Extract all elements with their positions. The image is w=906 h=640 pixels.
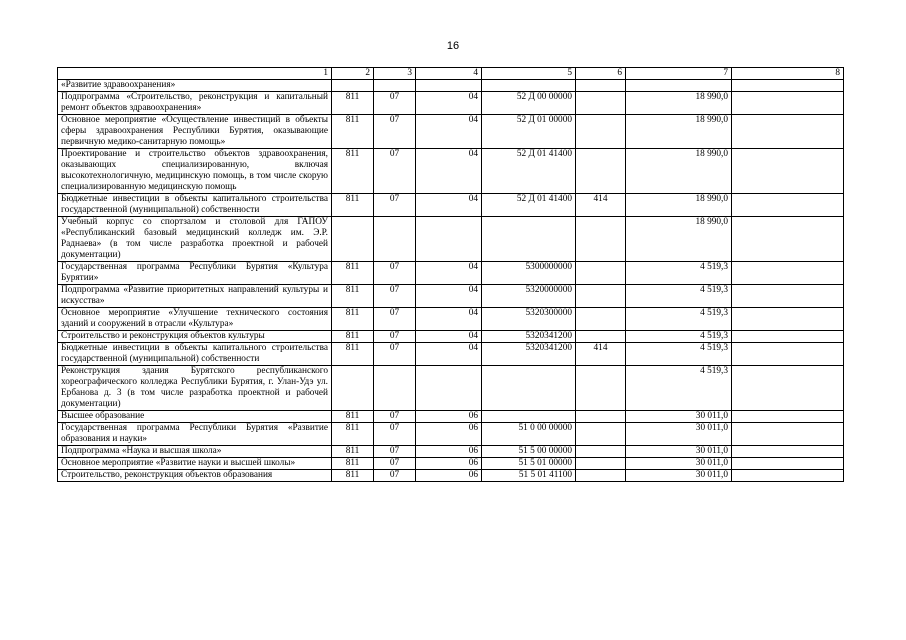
- row-expense-type-cell: [576, 285, 626, 308]
- row-name-cell: Бюджетные инвестиции в объекты капитального строительства государственной (муниципальной) собственности: [58, 343, 332, 366]
- row-amount-cell: [626, 80, 732, 92]
- row-expense-type-cell: [576, 366, 626, 411]
- row-amount-cell: 18 990,0: [626, 194, 732, 217]
- row-subsection-cell: [416, 366, 482, 411]
- table-row: [58, 92, 844, 115]
- row-section-cell: 07: [374, 458, 416, 470]
- table-row: [58, 470, 844, 482]
- row-name-cell: Основное мероприятие «Развитие науки и высшей школы»: [58, 458, 332, 470]
- row-subsection-cell: 06: [416, 423, 482, 446]
- row-note-cell: [732, 366, 844, 411]
- column-number: 3: [374, 68, 416, 80]
- row-section-cell: 07: [374, 92, 416, 115]
- row-target-code-cell: 5320341200: [482, 331, 576, 343]
- table-row: [58, 411, 844, 423]
- row-target-code-cell: 5320000000: [482, 285, 576, 308]
- row-admin-code-cell: 811: [332, 470, 374, 482]
- row-name-cell: Бюджетные инвестиции в объекты капитального строительства государственной (муниципальной) собственности: [58, 194, 332, 217]
- row-note-cell: [732, 285, 844, 308]
- row-admin-code-cell: 811: [332, 446, 374, 458]
- table-row: [58, 149, 844, 194]
- row-amount-cell: 18 990,0: [626, 92, 732, 115]
- row-expense-type-cell: [576, 80, 626, 92]
- table-row: [58, 446, 844, 458]
- row-note-cell: [732, 149, 844, 194]
- row-subsection-cell: 06: [416, 446, 482, 458]
- row-admin-code-cell: [332, 80, 374, 92]
- row-admin-code-cell: [332, 217, 374, 262]
- row-amount-cell: 4 519,3: [626, 285, 732, 308]
- row-note-cell: [732, 343, 844, 366]
- table-row: [58, 366, 844, 411]
- row-amount-cell: 18 990,0: [626, 217, 732, 262]
- row-admin-code-cell: [332, 366, 374, 411]
- row-subsection-cell: 04: [416, 92, 482, 115]
- table-row: [58, 423, 844, 446]
- row-section-cell: [374, 217, 416, 262]
- row-admin-code-cell: 811: [332, 92, 374, 115]
- column-number: 8: [732, 68, 844, 80]
- row-section-cell: [374, 366, 416, 411]
- table-row: [58, 115, 844, 149]
- row-subsection-cell: 04: [416, 308, 482, 331]
- row-target-code-cell: 52 Д 01 41400: [482, 194, 576, 217]
- table-row: [58, 308, 844, 331]
- row-amount-cell: 30 011,0: [626, 423, 732, 446]
- row-subsection-cell: [416, 217, 482, 262]
- row-admin-code-cell: 811: [332, 343, 374, 366]
- row-expense-type-cell: [576, 446, 626, 458]
- table-header-row: [58, 68, 844, 80]
- row-admin-code-cell: 811: [332, 115, 374, 149]
- row-expense-type-cell: [576, 149, 626, 194]
- row-section-cell: 07: [374, 285, 416, 308]
- row-amount-cell: 30 011,0: [626, 470, 732, 482]
- row-name-cell: Строительство и реконструкция объектов культуры: [58, 331, 332, 343]
- column-number: 7: [626, 68, 732, 80]
- row-amount-cell: 4 519,3: [626, 343, 732, 366]
- row-amount-cell: 30 011,0: [626, 411, 732, 423]
- page-number: 16: [446, 40, 460, 52]
- row-expense-type-cell: [576, 423, 626, 446]
- row-note-cell: [732, 80, 844, 92]
- row-section-cell: 07: [374, 423, 416, 446]
- row-section-cell: 07: [374, 446, 416, 458]
- row-name-cell: Строительство, реконструкция объектов образования: [58, 470, 332, 482]
- row-name-cell: Высшее образование: [58, 411, 332, 423]
- row-target-code-cell: 51 5 00 00000: [482, 446, 576, 458]
- row-section-cell: 07: [374, 262, 416, 285]
- column-number: 4: [416, 68, 482, 80]
- row-target-code-cell: 51 0 00 00000: [482, 423, 576, 446]
- row-name-cell: «Развитие здравоохранения»: [58, 80, 332, 92]
- row-subsection-cell: 04: [416, 149, 482, 194]
- row-amount-cell: 30 011,0: [626, 446, 732, 458]
- row-expense-type-cell: [576, 308, 626, 331]
- row-expense-type-cell: [576, 92, 626, 115]
- row-amount-cell: 18 990,0: [626, 149, 732, 194]
- row-section-cell: 07: [374, 470, 416, 482]
- row-expense-type-cell: 414: [576, 194, 626, 217]
- row-amount-cell: 4 519,3: [626, 308, 732, 331]
- row-name-cell: Основное мероприятие «Осуществление инвестиций в объекты сферы здравоохранения Республики Бурятия, оказывающие первичную медико-санитарную помощь»: [58, 115, 332, 149]
- column-number: 6: [576, 68, 626, 80]
- row-subsection-cell: 04: [416, 285, 482, 308]
- row-expense-type-cell: [576, 217, 626, 262]
- budget-table: [57, 67, 844, 482]
- table-row: [58, 194, 844, 217]
- row-admin-code-cell: 811: [332, 458, 374, 470]
- row-note-cell: [732, 331, 844, 343]
- row-target-code-cell: 52 Д 01 00000: [482, 115, 576, 149]
- row-admin-code-cell: 811: [332, 423, 374, 446]
- row-subsection-cell: 04: [416, 262, 482, 285]
- row-note-cell: [732, 262, 844, 285]
- row-name-cell: Учебный корпус со спортзалом и столовой для ГАПОУ «Республиканский базовый медицинский колледж им. Э.Р. Раднаева» (в том числе разработка проектной и рабочей документации): [58, 217, 332, 262]
- row-note-cell: [732, 217, 844, 262]
- row-target-code-cell: 51 5 01 00000: [482, 458, 576, 470]
- row-admin-code-cell: 811: [332, 411, 374, 423]
- row-section-cell: 07: [374, 194, 416, 217]
- row-subsection-cell: [416, 80, 482, 92]
- row-target-code-cell: 5320341200: [482, 343, 576, 366]
- row-section-cell: 07: [374, 331, 416, 343]
- row-target-code-cell: 5320300000: [482, 308, 576, 331]
- row-note-cell: [732, 308, 844, 331]
- row-target-code-cell: [482, 411, 576, 423]
- row-subsection-cell: 04: [416, 331, 482, 343]
- table-row: [58, 80, 844, 92]
- row-note-cell: [732, 92, 844, 115]
- row-expense-type-cell: [576, 458, 626, 470]
- row-admin-code-cell: 811: [332, 262, 374, 285]
- row-admin-code-cell: 811: [332, 194, 374, 217]
- row-target-code-cell: 52 Д 00 00000: [482, 92, 576, 115]
- row-expense-type-cell: [576, 470, 626, 482]
- row-amount-cell: 4 519,3: [626, 331, 732, 343]
- row-admin-code-cell: 811: [332, 331, 374, 343]
- row-note-cell: [732, 411, 844, 423]
- row-subsection-cell: 04: [416, 194, 482, 217]
- row-subsection-cell: 06: [416, 470, 482, 482]
- row-amount-cell: 4 519,3: [626, 262, 732, 285]
- row-section-cell: 07: [374, 308, 416, 331]
- row-section-cell: 07: [374, 149, 416, 194]
- column-number: 1: [58, 68, 332, 80]
- row-admin-code-cell: 811: [332, 149, 374, 194]
- row-section-cell: 07: [374, 343, 416, 366]
- column-number: 5: [482, 68, 576, 80]
- column-number: 2: [332, 68, 374, 80]
- row-expense-type-cell: [576, 115, 626, 149]
- table-row: [58, 458, 844, 470]
- row-name-cell: Основное мероприятие «Улучшение технического состояния зданий и сооружений в отрасли «Культура»: [58, 308, 332, 331]
- table-row: [58, 331, 844, 343]
- row-admin-code-cell: 811: [332, 308, 374, 331]
- row-name-cell: Подпрограмма «Развитие приоритетных направлений культуры и искусства»: [58, 285, 332, 308]
- row-amount-cell: 30 011,0: [626, 458, 732, 470]
- row-expense-type-cell: [576, 262, 626, 285]
- row-name-cell: Подпрограмма «Наука и высшая школа»: [58, 446, 332, 458]
- table-row: [58, 262, 844, 285]
- row-note-cell: [732, 470, 844, 482]
- row-target-code-cell: 52 Д 01 41400: [482, 149, 576, 194]
- row-target-code-cell: 5300000000: [482, 262, 576, 285]
- row-amount-cell: 18 990,0: [626, 115, 732, 149]
- table-row: [58, 217, 844, 262]
- row-note-cell: [732, 115, 844, 149]
- table-row: [58, 343, 844, 366]
- row-note-cell: [732, 446, 844, 458]
- row-section-cell: 07: [374, 115, 416, 149]
- row-target-code-cell: [482, 80, 576, 92]
- row-note-cell: [732, 458, 844, 470]
- row-name-cell: Государственная программа Республики Бурятия «Культура Бурятии»: [58, 262, 332, 285]
- row-subsection-cell: 06: [416, 458, 482, 470]
- row-target-code-cell: [482, 217, 576, 262]
- row-subsection-cell: 04: [416, 343, 482, 366]
- row-target-code-cell: 51 5 01 41100: [482, 470, 576, 482]
- row-expense-type-cell: [576, 331, 626, 343]
- row-subsection-cell: 04: [416, 115, 482, 149]
- row-note-cell: [732, 194, 844, 217]
- table-row: [58, 285, 844, 308]
- row-note-cell: [732, 423, 844, 446]
- row-admin-code-cell: 811: [332, 285, 374, 308]
- row-subsection-cell: 06: [416, 411, 482, 423]
- row-amount-cell: 4 519,3: [626, 366, 732, 411]
- row-name-cell: Проектирование и строительство объектов здравоохранения, оказывающих специализированную, включая высокотехнологичную, медицинскую помощь, в том числе скорую специализированную медицинскую помощь: [58, 149, 332, 194]
- row-name-cell: Подпрограмма «Строительство, реконструкция и капитальный ремонт объектов здравоохранения»: [58, 92, 332, 115]
- row-expense-type-cell: 414: [576, 343, 626, 366]
- row-section-cell: 07: [374, 411, 416, 423]
- row-name-cell: Государственная программа Республики Бурятия «Развитие образования и науки»: [58, 423, 332, 446]
- row-section-cell: [374, 80, 416, 92]
- row-name-cell: Реконструкция здания Бурятского республиканского хореографического колледжа Республики Бурятия, г. Улан-Удэ ул. Ербанова д. 3 (в том числе разработка проектной и рабочей документации): [58, 366, 332, 411]
- row-target-code-cell: [482, 366, 576, 411]
- row-expense-type-cell: [576, 411, 626, 423]
